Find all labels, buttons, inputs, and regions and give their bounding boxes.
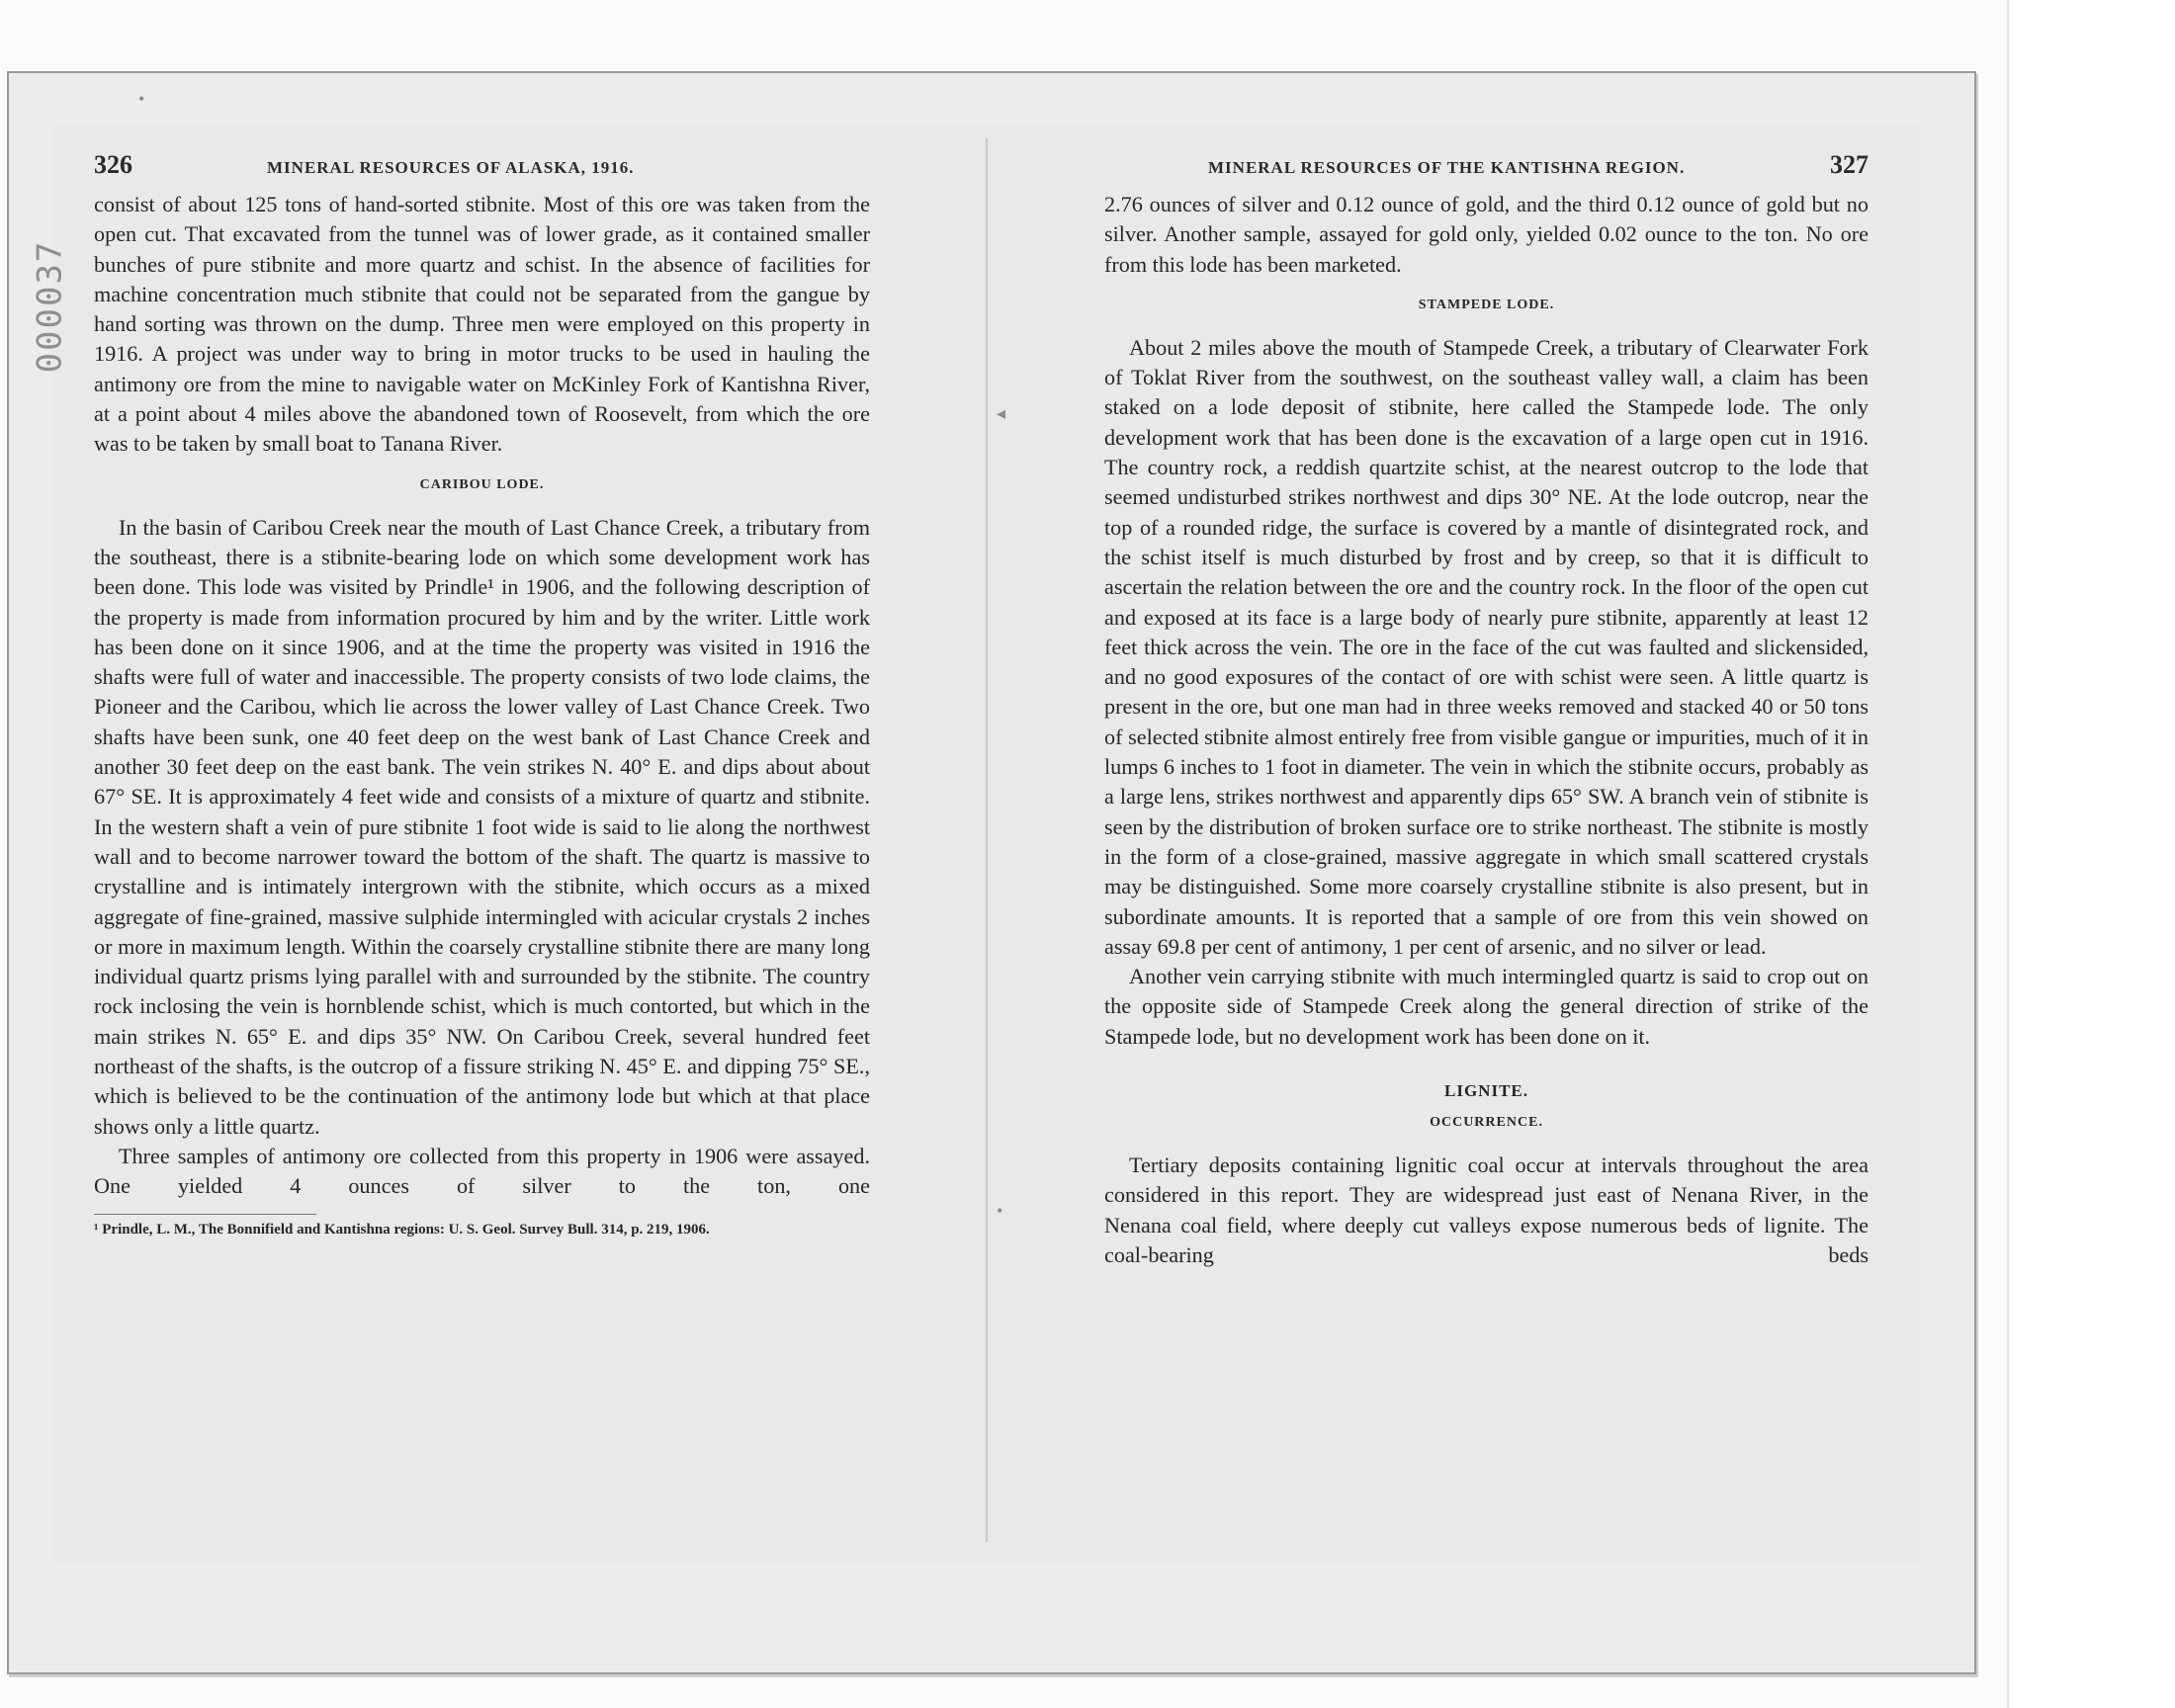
section-heading: CARIBOU LODE.: [419, 476, 545, 492]
paragraph: Tertiary deposits containing lignitic coal occur at intervals throughout the area considered in this report. They are widespread just east of Nenana River, in the Nenana coal field, where deeply cut valleys expose numerous beds of lignite. The coal-bearing beds: [1104, 1153, 1869, 1267]
subsection-heading: OCCURRENCE.: [1430, 1115, 1543, 1131]
paragraph: In the basin of Caribou Creek near the mouth of Last Chance Creek, a tributary from the southeast, there is a stibnite-bearing lode on which some development work has been done. This lode was visited by Prindle¹ in 1906, and the following description of the property is made from information procured by him and by the writer. Little work has been done on it since 1906, and at the time the property was visited in 1916 the shafts were full of water and inaccessible. The property consists of two lode claims, the Pioneer and the Caribou, which lie across the lower valley of Last Chance Creek. Two shafts have been sunk, one 40 feet deep on the west bank of Last Chance Creek and another 30 feet deep on the east bank. The vein strikes N. 40° E. and dips about about 67° SE. It is approximately 4 feet wide and consists of a mixture of quartz and stibnite. In the western shaft a vein of pure stibnite 1 foot wide is said to lie along the northwest wall and to become narrower toward the bottom of the shaft. The quartz is massive to crystalline and is intimately intergrown with the stibnite, which occurs as a mixed aggregate of fine-grained, massive sulphide intermingled with acicular crystals 2 inches or more in maximum length. Within the coarsely crystalline stibnite there are many long individual quartz prisms lying parallel with and surrounded by the stibnite. The country rock inclosing the vein is hornblende schist, which is much contorted, but which in the main strikes N. 65° E. and dips 35° NW. On Caribou Creek, several hundred feet northeast of the shafts, is the outcrop of a fissure striking N. 45° E. and dipping 75° SE., which is believed to be the continuation of the antimony lode but which at that place shows only a little quartz.: [94, 514, 870, 1139]
footnote-rule: [94, 1214, 316, 1215]
section-heading: LIGNITE.: [1444, 1081, 1528, 1101]
paragraph: Another vein carrying stibnite with much intermingled quartz is said to crop out on the opposite side of Stampede Creek along the general direction of strike of the Stampede lode, but no development work has been done on it.: [1104, 964, 1869, 1049]
running-title: MINERAL RESOURCES OF ALASKA, 1916.: [267, 158, 635, 177]
scanner-margin: [2007, 0, 2175, 1708]
page-gutter: [986, 138, 988, 1542]
paragraph: About 2 miles above the mouth of Stampede Creek, a tributary of Clearwater Fork of Toklat River from the southwest, on the southeast valley wall, a claim has been staked on a lode deposit of stibnite, here called the Stampede lode. The only development work that has been done is the excavation of a large open cut in 1916. The country rock, a reddish quartzite schist, at the nearest outcrop to the lode that seemed undisturbed strikes northwest and dips 30° NE. At the lode outcrop, near the top of a rounded ridge, the surface is covered by a mantle of disintegrated rock, and the schist itself is much disturbed by frost and by creep, so that it is difficult to ascertain the relation between the ore and the country rock. In the floor of the open cut and exposed at its face is a large body of nearly pure stibnite, apparently at least 12 feet thick across the vein. The ore in the face of the cut was faulted and slickensided, and no good exposures of the contact of ore with schist were seen. A little quartz is present in the ore, but one man had in three weeks removed and stacked 40 or 50 tons of selected stibnite almost entirely free from visible gangue or impurities, much of it in lumps 6 inches to 1 foot in diameter. The vein in which the stibnite occurs, probably as a large lens, strikes northwest and apparently dips 65° SW. A branch vein of stibnite is seen by the distribution of broken surface ore to strike northeast. The stibnite is mostly in the form of a close-grained, massive aggregate in which small scattered crystals may be distinguished. Some more coarsely crystalline stibnite is also present, but in subordinate amounts. It is reported that a sample of ore from this vein showed on assay 69.8 per cent of antimony, 1 per cent of arsenic, and no silver or lead.: [1104, 334, 1869, 959]
paragraph: 2.76 ounces of silver and 0.12 ounce of gold, and the third 0.12 ounce of gold but no silver. Another sample, assayed for gold only, yielded 0.02 ounce to the ton. No ore from this lode has been marketed.: [1104, 192, 1869, 277]
scan-speck: •: [997, 1201, 1003, 1221]
scan-speck: ◂: [997, 403, 1006, 423]
page-number: 326: [94, 150, 132, 179]
footnote: ¹ Prindle, L. M., The Bonnifield and Kantishna regions: U. S. Geol. Survey Bull. 314, p. 219, 1906.: [94, 1221, 710, 1238]
right-running-head: [1104, 150, 1869, 190]
right-page: [1104, 150, 1869, 1270]
running-title: MINERAL RESOURCES OF THE KANTISHNA REGION.: [1208, 158, 1686, 177]
left-page: [94, 150, 870, 1239]
left-running-head: [94, 150, 870, 190]
paragraph: Three samples of antimony ore collected from this property in 1906 were assayed. One yielded 4 ounces of silver to the ton, one: [94, 1143, 870, 1199]
section-heading: STAMPEDE LODE.: [1418, 297, 1555, 312]
scan-speck: •: [138, 89, 145, 109]
archive-stamp: 000037: [30, 239, 70, 374]
page-number: 327: [1830, 150, 1869, 179]
paragraph: consist of about 125 tons of hand-sorted stibnite. Most of this ore was taken from the open cut. That excavated from the tunnel was of lower grade, as it contained smaller bunches of pure stibnite and more quartz and schist. In the absence of facilities for machine concentration much stibnite that could not be separated from the gangue by hand sorting was thrown on the dump. Three men were employed on this property in 1916. A project was under way to bring in motor trucks to be used in hauling the antimony ore from the mine to navigable water on McKinley Fork of Kantishna River, at a point about 4 miles above the abandoned town of Roosevelt, from which the ore was to be taken by small boat to Tanana River.: [94, 192, 870, 457]
